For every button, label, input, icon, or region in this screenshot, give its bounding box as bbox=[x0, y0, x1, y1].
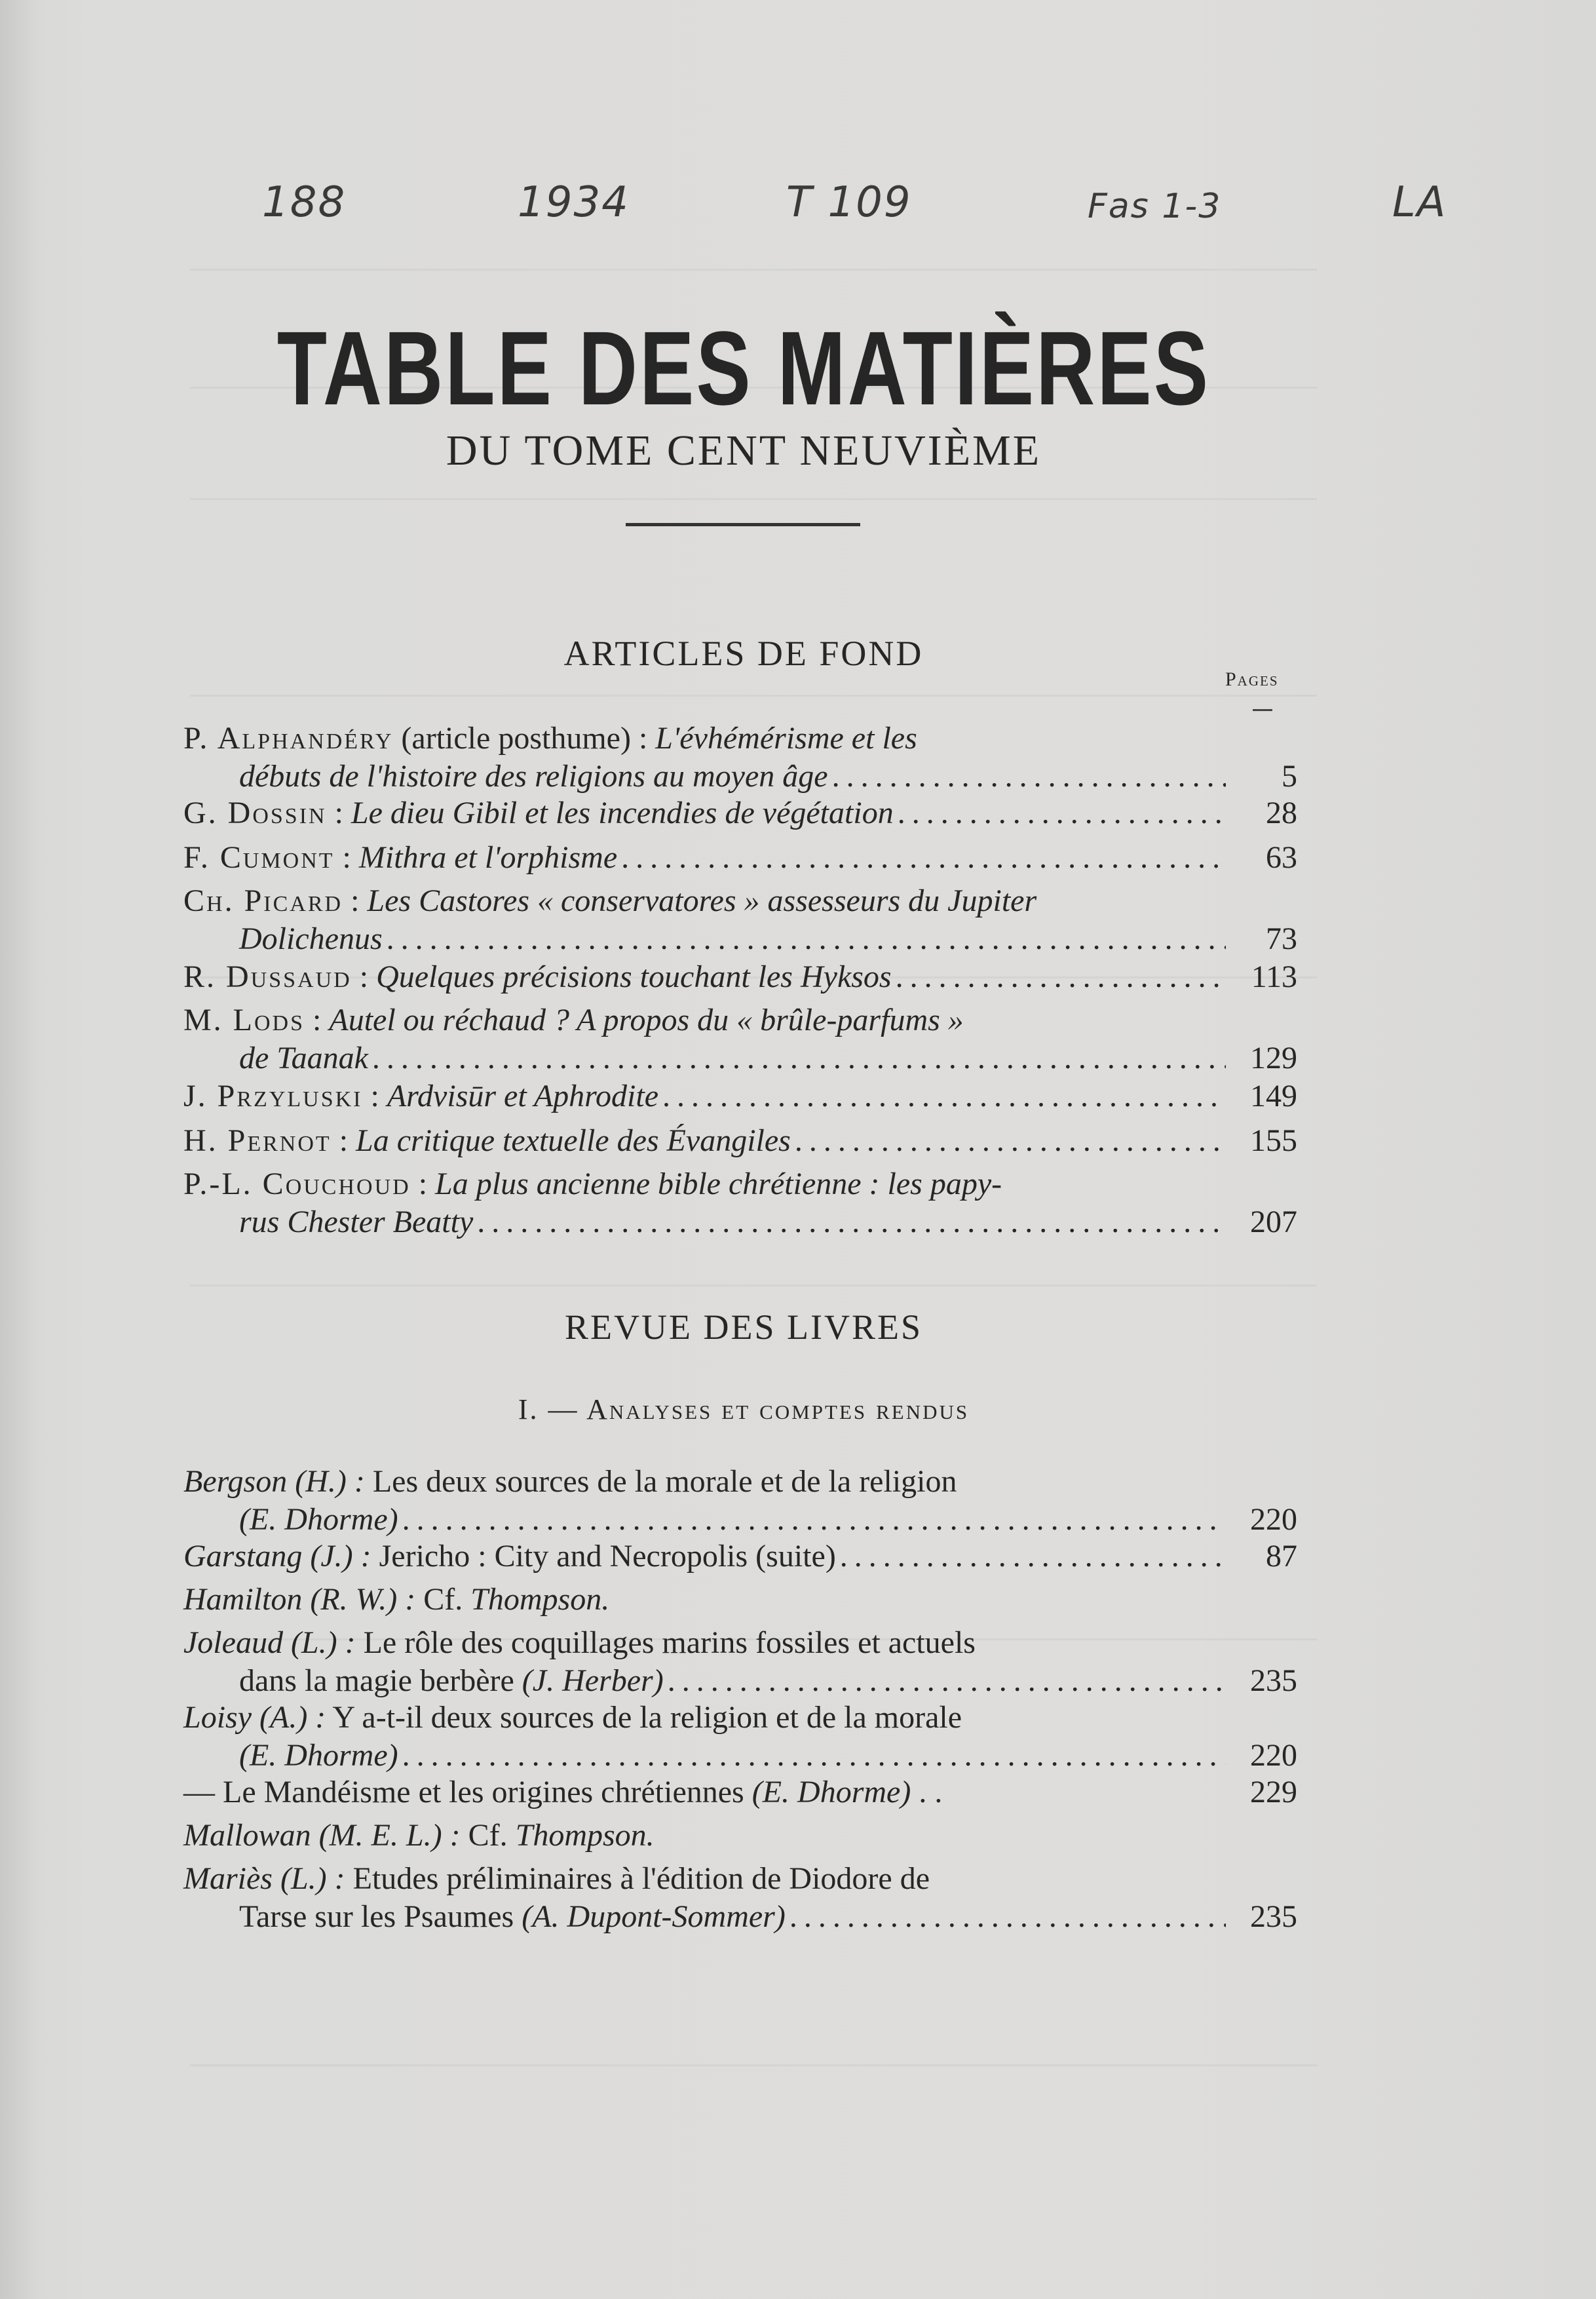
subsection-heading: I. — Analyses et comptes rendus bbox=[518, 1393, 970, 1425]
review-page: 235 bbox=[1250, 1663, 1297, 1698]
article-page: 149 bbox=[1250, 1079, 1297, 1113]
article-page: 73 bbox=[1266, 921, 1297, 956]
handwritten-note-4: Fas 1-3 bbox=[1088, 187, 1222, 226]
article-entry: Ch. Picard : Les Castores « conservatores » assesseurs du Jupiter Dolichenus . . . 73 bbox=[183, 882, 1297, 958]
handwritten-note-5: LA bbox=[1392, 178, 1447, 227]
section-reviews-heading: REVUE DES LIVRES bbox=[565, 1307, 922, 1347]
pages-column-dash bbox=[1253, 709, 1272, 711]
pages-column-label: Pages bbox=[1225, 668, 1279, 690]
article-entry: P. Alphandéry (article posthume) : L'évhémérisme et les débuts de l'histoire des religions au moyen âge . . . 5 bbox=[183, 720, 1297, 796]
title-rule bbox=[626, 523, 860, 526]
article-entry: R. Dussaud : Quelques précisions touchant les Hyksos . . . 113 bbox=[183, 958, 1297, 996]
review-entry: Mallowan (M. E. L.) : Cf. Thompson. bbox=[183, 1818, 655, 1853]
review-page: 220 bbox=[1250, 1502, 1297, 1537]
review-page: 229 bbox=[1250, 1775, 1297, 1809]
review-page: 220 bbox=[1250, 1738, 1297, 1773]
article-entry: P.-L. Couchoud : La plus ancienne bible chrétienne : les papy- rus Chester Beatty . . . 207 bbox=[183, 1165, 1297, 1241]
article-entry: H. Pernot : La critique textuelle des Évangiles . . . 155 bbox=[183, 1122, 1297, 1160]
review-entry: Garstang (J.) : Jericho : City and Necropolis (suite) . . . 87 bbox=[183, 1537, 1297, 1575]
review-entry: Bergson (H.) : Les deux sources de la morale et de la religion (E. Dhorme) . . . 220 bbox=[183, 1463, 1297, 1539]
review-entry: Hamilton (R. W.) : Cf. Thompson. bbox=[183, 1582, 610, 1617]
handwritten-note-3: T 109 bbox=[786, 178, 912, 227]
review-page: 87 bbox=[1266, 1539, 1297, 1574]
article-entry: F. Cumont : Mithra et l'orphisme . . . 63 bbox=[183, 839, 1297, 877]
review-entry: — Le Mandéisme et les origines chrétiennes (E. Dhorme) . . 229 bbox=[183, 1773, 1297, 1811]
section-articles-heading: ARTICLES DE FOND bbox=[563, 634, 924, 673]
article-page: 155 bbox=[1250, 1123, 1297, 1158]
article-entry: M. Lods : Autel ou réchaud ? A propos du « brûle-parfums » de Taanak . . . 129 bbox=[183, 1001, 1297, 1077]
review-page: 235 bbox=[1250, 1899, 1297, 1934]
handwritten-note-2: 1934 bbox=[518, 178, 630, 227]
page-title: TABLE DES MATIÈRES bbox=[276, 309, 1211, 427]
handwritten-note-1: 188 bbox=[262, 178, 347, 227]
article-page: 5 bbox=[1282, 759, 1297, 794]
article-page: 28 bbox=[1266, 796, 1297, 830]
review-entry: Joleaud (L.) : Le rôle des coquillages marins fossiles et actuels dans la magie berbère (J. Herber) . . . 235 bbox=[183, 1624, 1297, 1700]
page-subtitle: DU TOME CENT NEUVIÈME bbox=[446, 427, 1042, 474]
review-entry: Mariès (L.) : Etudes préliminaires à l'édition de Diodore de Tarse sur les Psaumes (A. Dupont-Sommer) . . . 235 bbox=[183, 1860, 1297, 1936]
article-entry: J. Przyluski : Ardvisūr et Aphrodite . . . 149 bbox=[183, 1077, 1297, 1115]
article-page: 129 bbox=[1250, 1041, 1297, 1075]
article-page: 63 bbox=[1266, 840, 1297, 875]
article-entry: G. Dossin : Le dieu Gibil et les incendies de végétation . . . 28 bbox=[183, 794, 1297, 832]
article-page: 113 bbox=[1251, 959, 1297, 994]
review-entry: Loisy (A.) : Y a-t-il deux sources de la religion et de la morale (E. Dhorme) . . . 220 bbox=[183, 1699, 1297, 1775]
article-page: 207 bbox=[1250, 1205, 1297, 1239]
